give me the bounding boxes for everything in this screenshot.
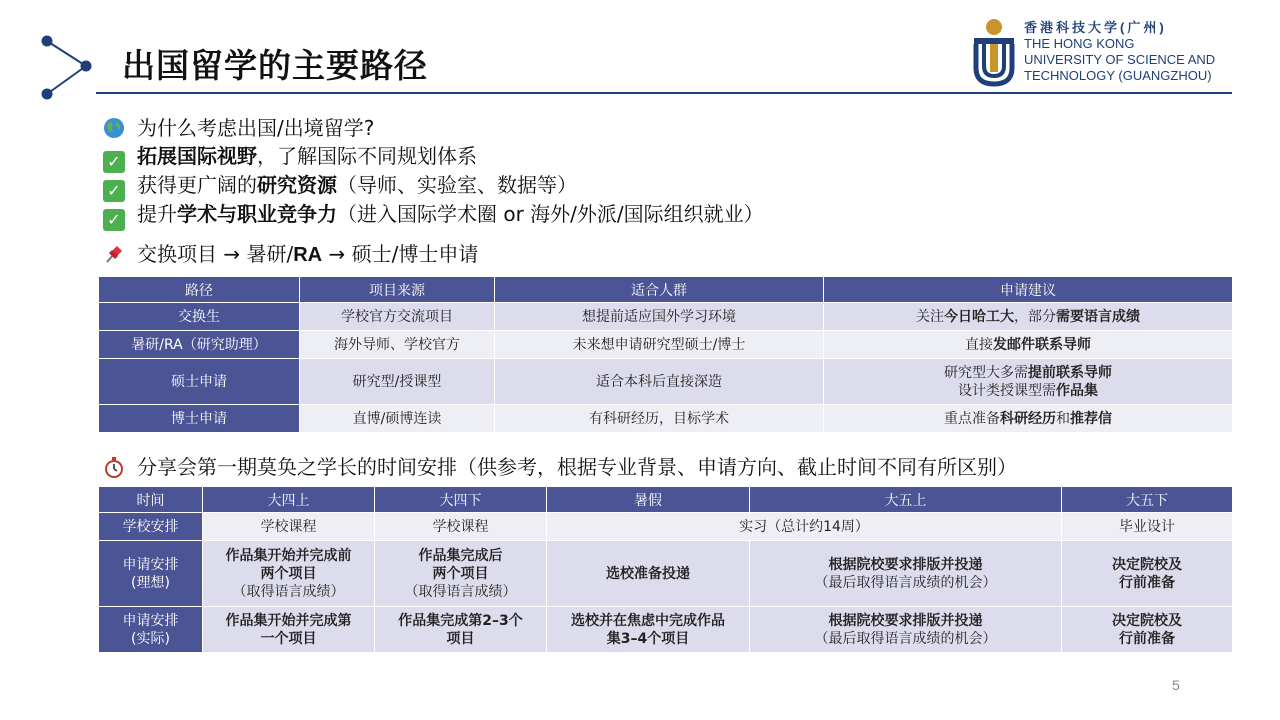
table-row (99, 331, 1233, 359)
table-cell (824, 359, 1233, 405)
advice-text: 和 (1056, 410, 1070, 427)
university-name-en-3: TECHNOLOGY (GUANGZHOU) (1024, 68, 1212, 83)
bullet-1-text: ，了解国际不同规划体系 (257, 144, 477, 168)
bullet-2-text: （导师、实验室、数据等） (337, 173, 577, 197)
cell-line: 决定院校及 (1112, 612, 1182, 629)
table-row (99, 541, 1233, 607)
bullet-item-1 (103, 143, 477, 173)
cell-line: 选校并在焦虑中完成作品 (571, 612, 725, 629)
bullet-3-text: （进入国际学术圈 or 海外/外派/国际组织就业） (337, 202, 764, 226)
check-icon: ✓ (103, 209, 125, 231)
title-divider (96, 92, 1232, 94)
advice-text: 设计类授课型需 (958, 382, 1056, 399)
table-cell: 毕业设计 (1062, 513, 1233, 541)
advice-bold: 科研经历 (1000, 410, 1056, 427)
check-icon: ✓ (103, 180, 125, 202)
col-header: 申请建议 (824, 277, 1233, 303)
bullet-2-bold: 研究资源 (257, 173, 337, 197)
row-header-label: 申请安排 (122, 612, 179, 629)
row-header: 博士申请 (99, 405, 300, 433)
row-header: 交换生 (99, 303, 300, 331)
cell-line: 作品集开始并完成第 (225, 612, 352, 629)
stopwatch-icon (103, 456, 125, 478)
table-cell: 直博/硕博连读 (300, 405, 495, 433)
cell-line: （最后取得语言成绩的机会） (814, 630, 997, 647)
network-node-icon (36, 32, 96, 100)
table-cell: 未来想申请研究型硕士/博士 (495, 331, 824, 359)
cell-line: 一个项目 (260, 630, 317, 647)
table-row (99, 513, 1233, 541)
table-cell: 研究型/授课型 (300, 359, 495, 405)
cell-line: 作品集完成后 (418, 547, 503, 564)
advice-bold: 提前联系导师 (1028, 364, 1112, 381)
table-cell (375, 541, 547, 607)
advice-text: 重点准备 (944, 410, 1000, 427)
table-cell (824, 331, 1233, 359)
pushpin-icon (103, 243, 125, 265)
cell-line: （取得语言成绩） (232, 583, 345, 600)
cell-line: 作品集完成第2–3个 (398, 612, 523, 629)
cell-line: （取得语言成绩） (404, 583, 517, 600)
table-cell: 想提前适应国外学习环境 (495, 303, 824, 331)
col-header: 大四上 (203, 487, 375, 513)
col-header: 路径 (99, 277, 300, 303)
col-header: 大五上 (750, 487, 1062, 513)
schedule-table (98, 486, 1233, 653)
cell-line: 行前准备 (1119, 574, 1175, 591)
table-cell: 实习（总计约14周） (547, 513, 1062, 541)
col-header: 适合人群 (495, 277, 824, 303)
cell-line: 两个项目 (260, 565, 317, 582)
path-flow-rest: → 硕士/博士申请 (322, 242, 479, 266)
path-flow-pre: 交换项目 → 暑研/ (137, 242, 294, 266)
university-name-en-1: THE HONG KONG (1024, 36, 1135, 51)
cell-line: 项目 (446, 630, 475, 647)
advice-bold: 需要语言成绩 (1056, 308, 1140, 325)
schedule-table-header (99, 487, 1233, 513)
check-icon: ✓ (103, 151, 125, 173)
row-header-sub: (理想) (131, 574, 170, 591)
timeline-text: 分享会第一期莫奂之学长的时间安排（供参考，根据专业背景、申请方向、截止时间不同有所区别） (137, 455, 1017, 479)
page-number: 5 (1172, 677, 1180, 693)
row-header: 硕士申请 (99, 359, 300, 405)
row-header: 学校安排 (99, 513, 203, 541)
cell-line: 作品集开始并完成前 (225, 547, 352, 564)
university-name (1024, 20, 1244, 84)
table-cell (824, 405, 1233, 433)
row-header-sub: (实际) (131, 630, 170, 647)
advice-text: 直接 (965, 336, 993, 353)
advice-text: 关注 (916, 308, 944, 325)
col-header: 项目来源 (300, 277, 495, 303)
table-cell (203, 541, 375, 607)
table-row (99, 303, 1233, 331)
table-cell (1062, 607, 1233, 653)
advice-text: ，部分 (1014, 308, 1056, 325)
table-cell (750, 541, 1062, 607)
row-header: 暑研/RA（研究助理） (99, 331, 300, 359)
table-cell: 学校官方交流项目 (300, 303, 495, 331)
table-row (99, 359, 1233, 405)
table-cell: 适合本科后直接深造 (495, 359, 824, 405)
bullet-item-2 (103, 172, 577, 202)
hkust-gz-logo (970, 18, 1018, 88)
advice-text: 研究型大多需 (944, 364, 1028, 381)
table-cell (1062, 541, 1233, 607)
row-header-label: 申请安排 (122, 556, 179, 573)
bullet-3-pre: 提升 (137, 202, 177, 226)
col-header: 暑假 (547, 487, 750, 513)
university-name-en-2: UNIVERSITY OF SCIENCE AND (1024, 52, 1216, 67)
col-header: 大四下 (375, 487, 547, 513)
university-name-cn: 香港科技大学(广州) (1024, 20, 1167, 35)
cell-line: 根据院校要求排版并投递 (828, 612, 983, 629)
advice-bold: 作品集 (1056, 382, 1098, 399)
table-cell (375, 607, 547, 653)
bullet-question (103, 115, 374, 141)
cell-line: 两个项目 (432, 565, 489, 582)
table-cell: 学校课程 (203, 513, 375, 541)
table-row (99, 607, 1233, 653)
table-cell: 有科研经历，目标学术 (495, 405, 824, 433)
bullet-question-text: 为什么考虑出国/出境留学? (137, 116, 375, 140)
bullet-path-flow (103, 241, 478, 268)
table-cell (203, 607, 375, 653)
table-cell (824, 303, 1233, 331)
cell-line: 行前准备 (1119, 630, 1175, 647)
table-row (99, 405, 1233, 433)
table-cell (547, 607, 750, 653)
advice-bold: 发邮件联系导师 (993, 336, 1091, 353)
bullet-item-3 (103, 201, 764, 231)
cell-line: 集3–4个项目 (606, 630, 690, 647)
cell-line: （最后取得语言成绩的机会） (814, 574, 997, 591)
path-flow-ra: RA (293, 244, 323, 266)
bullet-3-bold: 学术与职业竞争力 (177, 202, 337, 226)
cell-line: 选校准备投递 (606, 565, 690, 582)
col-header: 大五下 (1062, 487, 1233, 513)
path-table-header (99, 277, 1233, 303)
advice-bold: 今日哈工大 (944, 308, 1014, 325)
cell-line: 决定院校及 (1112, 556, 1182, 573)
col-header: 时间 (99, 487, 203, 513)
bullet-2-pre: 获得更广阔的 (137, 173, 257, 197)
row-header (99, 541, 203, 607)
table-cell (750, 607, 1062, 653)
slide-title: 出国留学的主要路径 (122, 46, 428, 85)
path-table (98, 276, 1233, 433)
table-cell (547, 541, 750, 607)
bullet-1-bold: 拓展国际视野 (137, 144, 257, 168)
bullet-timeline (103, 454, 1017, 480)
advice-bold: 推荐信 (1070, 410, 1112, 427)
globe-icon (103, 117, 125, 139)
row-header (99, 607, 203, 653)
cell-line: 根据院校要求排版并投递 (828, 556, 983, 573)
table-cell: 海外导师、学校官方 (300, 331, 495, 359)
table-cell: 学校课程 (375, 513, 547, 541)
